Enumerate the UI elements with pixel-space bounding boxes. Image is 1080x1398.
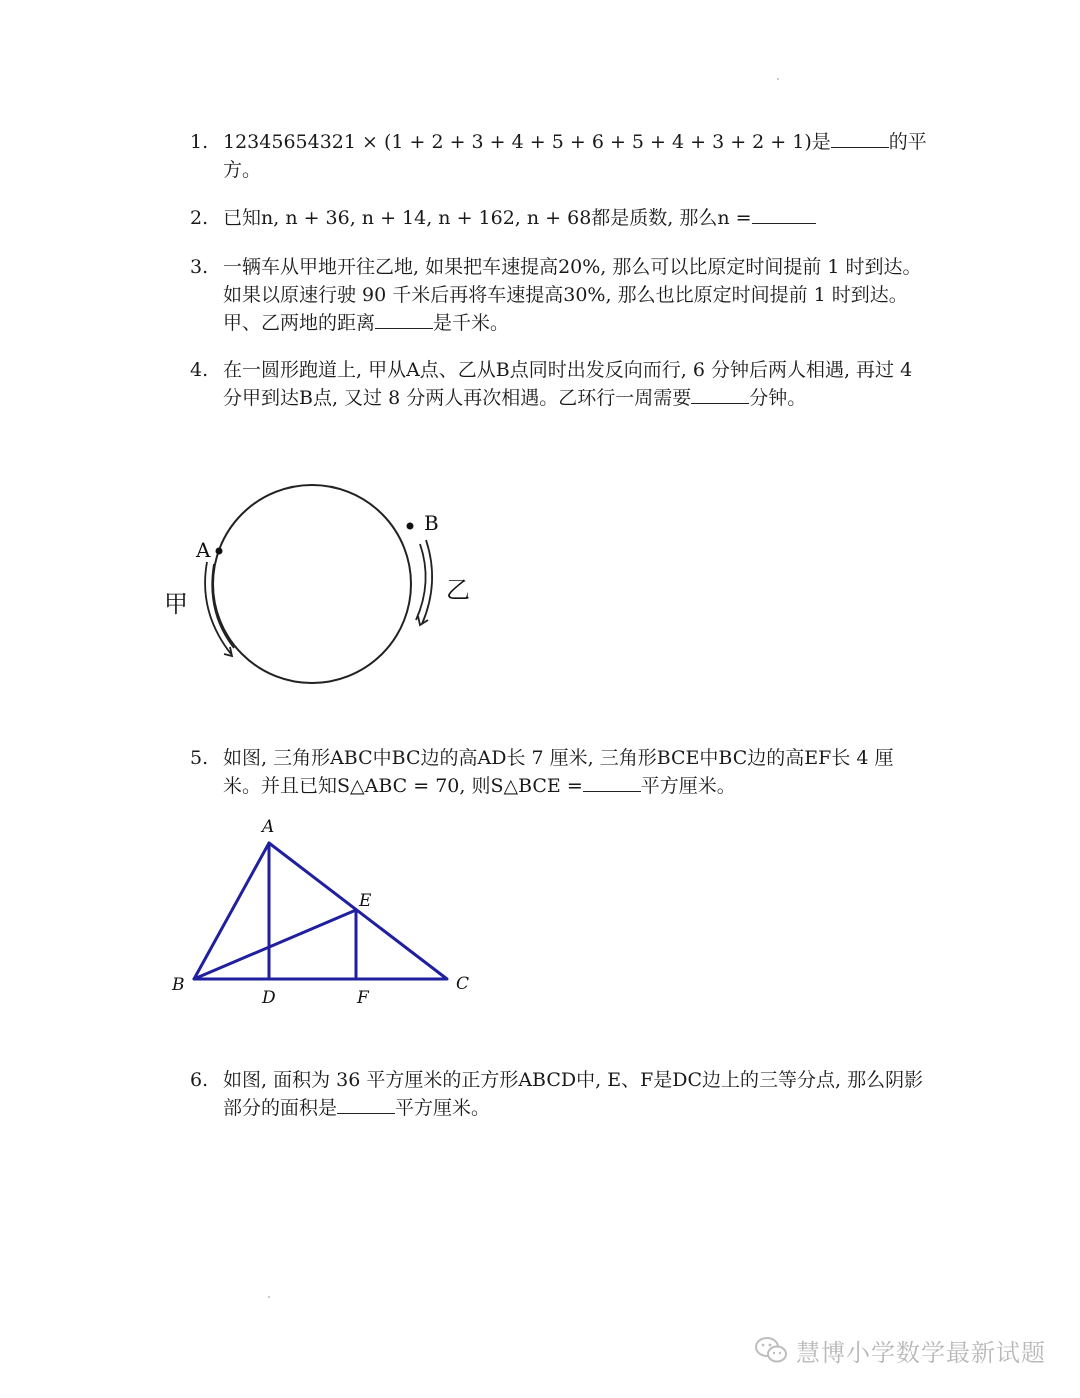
question-text-after: 是千米。 <box>433 312 510 334</box>
question-text <box>223 204 930 232</box>
question-text-before: 如图, 面积为 36 平方厘米的正方形ABCD中, E、F是DC边上的三等分点, 那么阴影部分的面积是 <box>223 1069 924 1119</box>
yi-arrow-inner <box>416 544 426 620</box>
question-text <box>223 253 930 337</box>
point-a <box>216 548 223 555</box>
question-5 <box>190 744 930 800</box>
question-text-before: 如图, 三角形ABC中BC边的高AD长 7 厘米, 三角形BCE中BC边的高EF长 4 厘米。并且已知S△ABC = 70, 则S△BCE = <box>223 747 894 797</box>
question-text-before: 已知n, n + 36, n + 14, n + 162, n + 68都是质数, 那么n = <box>223 207 752 229</box>
triangle-figure <box>166 812 486 1012</box>
answer-blank[interactable] <box>691 385 749 404</box>
label-b: B <box>424 511 439 535</box>
watermark-text: 慧博小学数学最新试题 <box>796 1338 1046 1367</box>
question-number: 1. <box>190 131 209 153</box>
track-circle <box>213 485 411 683</box>
scan-speck <box>268 1296 270 1298</box>
label-jia: 甲 <box>164 590 188 618</box>
answer-blank[interactable] <box>752 205 816 224</box>
label-b: B <box>172 975 185 995</box>
question-text <box>223 356 930 412</box>
question-text-after: 的平方。 <box>223 131 927 181</box>
answer-blank[interactable] <box>831 129 889 148</box>
label-d: D <box>262 988 276 1008</box>
question-2 <box>190 204 930 232</box>
question-1 <box>190 128 930 184</box>
question-text-after: 平方厘米。 <box>395 1097 491 1119</box>
question-number: 4. <box>190 359 209 381</box>
question-text-before: 12345654321 × (1 + 2 + 3 + 4 + 5 + 6 + 5 + 4 + 3 + 2 + 1)是 <box>223 131 831 153</box>
question-text <box>223 128 930 184</box>
segment-be <box>194 910 356 979</box>
question-text-after: 平方厘米。 <box>640 775 736 797</box>
point-b <box>407 523 414 530</box>
label-a: A <box>262 817 275 837</box>
question-number: 3. <box>190 256 209 278</box>
circle-track-figure <box>158 462 478 702</box>
wechat-watermark <box>754 1333 1046 1367</box>
label-a: A <box>196 538 211 562</box>
question-text-after: 分钟。 <box>749 387 807 409</box>
label-e: E <box>359 891 372 911</box>
label-c: C <box>456 974 470 994</box>
wechat-icon <box>754 1335 788 1365</box>
label-f: F <box>357 988 369 1008</box>
question-text-before: 一辆车从甲地开往乙地, 如果把车速提高20%, 那么可以比原定时间提前 1 时到达。如果以原速行驶 90 千米后再将车速提高30%, 那么也比原定时间提前 1 时到达。甲、乙两地的距离 <box>223 256 922 334</box>
question-text <box>223 1066 930 1122</box>
label-yi: 乙 <box>446 576 470 604</box>
question-number: 5. <box>190 747 209 769</box>
question-3 <box>190 253 930 337</box>
answer-blank[interactable] <box>337 1095 395 1114</box>
triangle-abc <box>194 843 447 979</box>
question-number: 6. <box>190 1069 209 1091</box>
jia-arrow <box>205 562 231 654</box>
answer-blank[interactable] <box>583 773 641 792</box>
question-text-before: 在一圆形跑道上, 甲从A点、乙从B点同时出发反向而行, 6 分钟后两人相遇, 再过 4 分甲到达B点, 又过 8 分两人再次相遇。乙环行一周需要 <box>223 359 913 409</box>
answer-blank[interactable] <box>375 310 433 329</box>
question-6 <box>190 1066 930 1122</box>
yi-arrow <box>422 540 432 624</box>
question-text <box>223 744 930 800</box>
scan-speck <box>777 78 779 80</box>
question-4 <box>190 356 930 412</box>
question-number: 2. <box>190 207 209 229</box>
